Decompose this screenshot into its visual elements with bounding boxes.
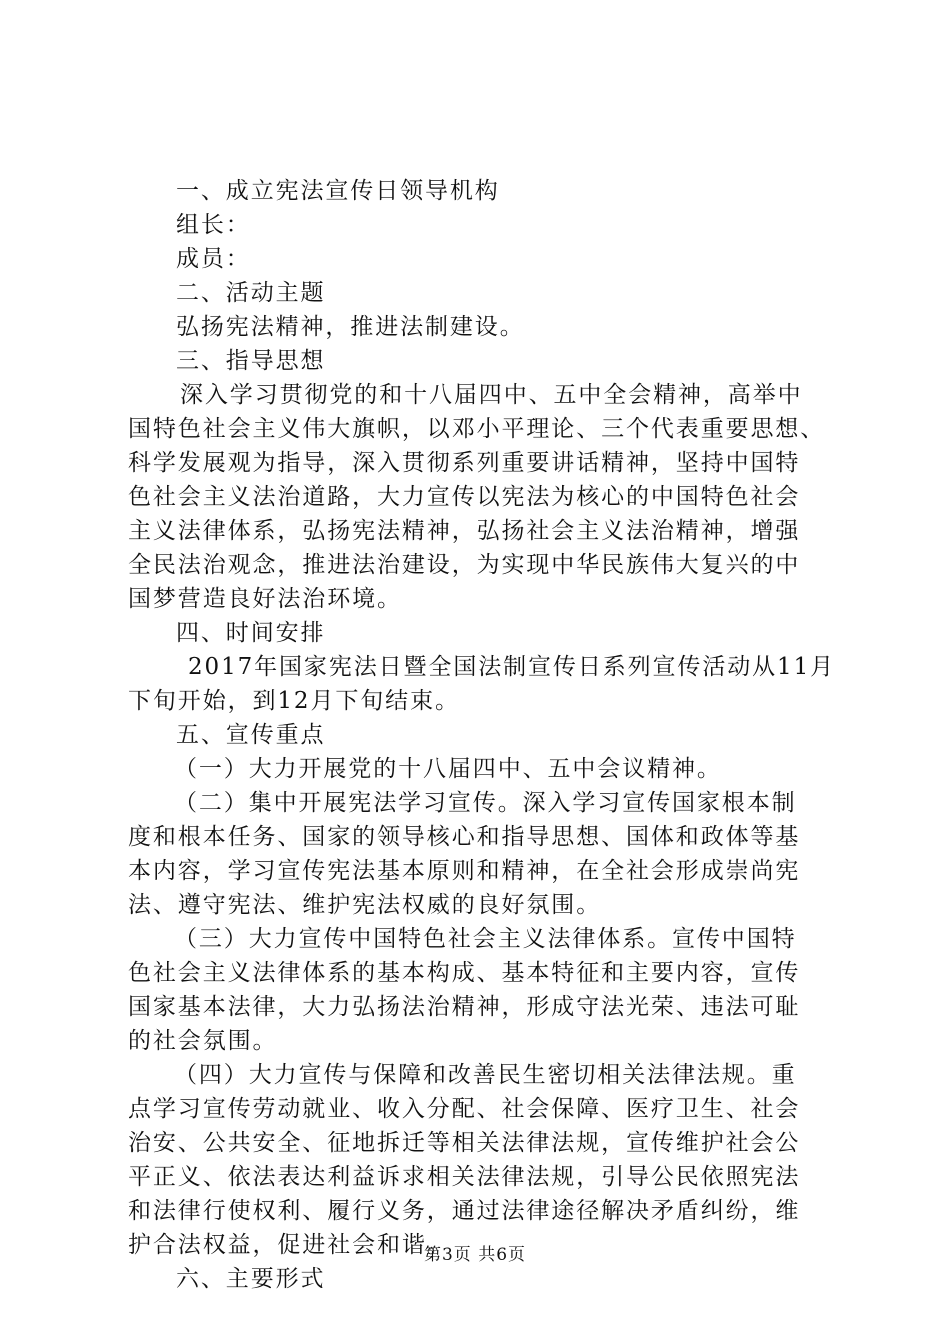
paragraph-line: 2017年国家宪法日暨全国法制宣传日系列宣传活动从11月 [188,654,835,680]
paragraph-line: 治安、公共安全、征地拆迁等相关法律法规，宣传维护社会公 [128,1130,801,1156]
paragraph-line: 度和根本任务、国家的领导核心和指导思想、国体和政体等基 [128,824,801,850]
paragraph-line: 国特色社会主义伟大旗帜，以邓小平理论、三个代表重要思想、 [128,416,826,442]
paragraph-line: 深入学习贯彻党的和十八届四中、五中全会精神，高举中 [180,382,803,408]
paragraph-line: 色社会主义法律体系的基本构成、基本特征和主要内容，宣传 [128,960,801,986]
paragraph-line: 平正义、依法表达利益诉求相关法律法规，引导公民依照宪法 [128,1164,801,1190]
page-number: 第3页 共6页 [423,1245,527,1265]
paragraph-line: 全民法治观念，推进法治建设，为实现中华民族伟大复兴的中 [128,552,801,578]
paragraph-line: 主义法律体系，弘扬宪法精神，弘扬社会主义法治精神，增强 [128,518,801,544]
paragraph-line: 法、遵守宪法、维护宪法权威的良好氛围。 [128,892,602,918]
paragraph-line: 下旬开始，到12月下旬结束。 [128,688,460,714]
paragraph-line: （四）大力宣传与保障和改善民生密切相关法律法规。重 [174,1062,797,1088]
paragraph-line: 色社会主义法治道路，大力宣传以宪法为核心的中国特色社会 [128,484,801,510]
section-heading: 六、主要形式 [176,1266,326,1292]
section-heading: 四、时间安排 [176,620,326,646]
document-body [128,174,834,1296]
section-heading: 一、成立宪法宣传日领导机构 [176,178,500,204]
paragraph-line: 科学发展观为指导，深入贯彻系列重要讲话精神，坚持中国特 [128,450,801,476]
text-line: 成员： [176,246,251,272]
paragraph-line: （一）大力开展党的十八届四中、五中会议精神。 [174,756,722,782]
paragraph-line: 国家基本法律，大力弘扬法治精神，形成守法光荣、违法可耻 [128,994,801,1020]
section-heading: 五、宣传重点 [176,722,326,748]
section-heading: 三、指导思想 [176,348,326,374]
paragraph-line: （三）大力宣传中国特色社会主义法律体系。宣传中国特 [174,926,797,952]
paragraph-line: 点学习宣传劳动就业、收入分配、社会保障、医疗卫生、社会 [128,1096,801,1122]
text-line: 组长： [176,212,251,238]
paragraph-line: （二）集中开展宪法学习宣传。深入学习宣传国家根本制 [174,790,797,816]
paragraph-line: 本内容，学习宣传宪法基本原则和精神，在全社会形成崇尚宪 [128,858,801,884]
paragraph-line: 和法律行使权利、履行义务，通过法律途径解决矛盾纠纷，维 [128,1198,801,1224]
paragraph-line: 国梦营造良好法治环境。 [128,586,402,612]
paragraph-line: 护合法权益，促进社会和谐。 [128,1232,452,1258]
paragraph-line: 的社会氛围。 [128,1028,278,1054]
text-line: 弘扬宪法精神，推进法制建设。 [176,314,525,340]
section-heading: 二、活动主题 [176,280,326,306]
